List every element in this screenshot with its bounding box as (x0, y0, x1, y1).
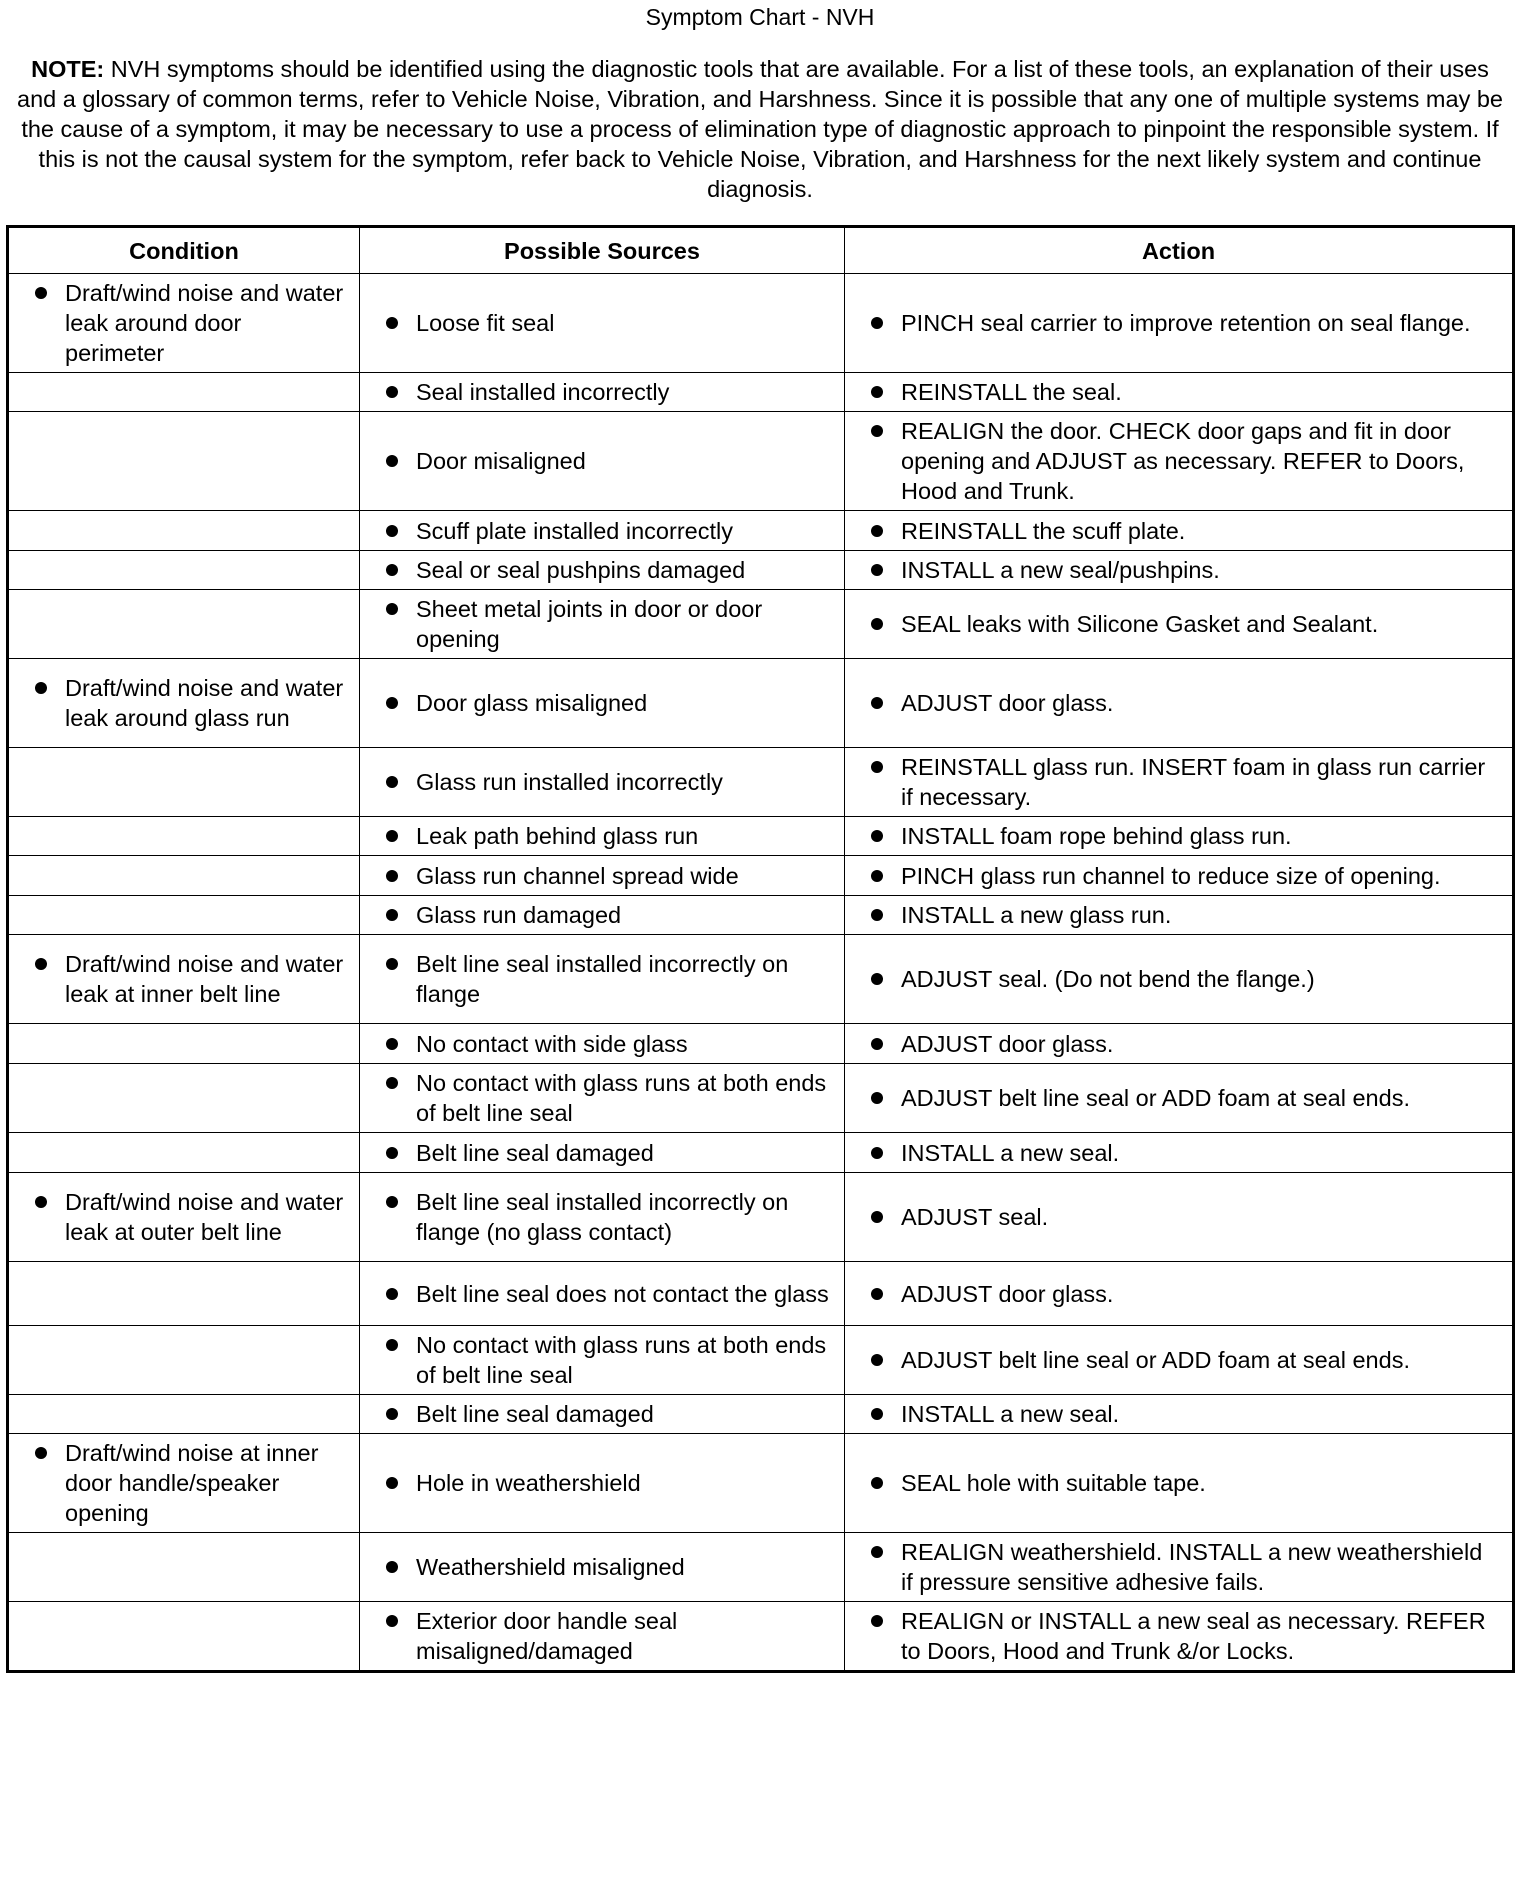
bullet-icon (871, 618, 883, 630)
bullet-icon (871, 1408, 883, 1420)
bullet-item (360, 1326, 844, 1394)
table-row (8, 935, 1514, 1024)
bullet-item (360, 1025, 844, 1063)
action-cell-text: REALIGN the door. CHECK door gaps and fit in door opening and ADJUST as necessary. REFER to Doors, Hood and Trunk. (901, 418, 1465, 504)
bullet-icon (871, 564, 883, 576)
bullet-icon (386, 1339, 398, 1351)
bullet-item (9, 945, 359, 1013)
note-paragraph (14, 54, 1506, 204)
condition-cell (8, 817, 360, 856)
action-cell-text: PINCH glass run channel to reduce size of opening. (901, 862, 1441, 889)
bullet-icon (386, 455, 398, 467)
source-cell (360, 1326, 845, 1395)
bullet-item (845, 1395, 1512, 1433)
table-row (8, 1533, 1514, 1602)
bullet-icon (35, 1196, 47, 1208)
condition-cell (8, 1262, 360, 1326)
bullet-icon (386, 830, 398, 842)
source-cell (360, 551, 845, 590)
source-cell (360, 856, 845, 896)
source-cell-text: Seal installed incorrectly (416, 379, 670, 405)
action-cell-text: ADJUST door glass. (901, 1280, 1114, 1307)
bullet-icon (386, 1196, 398, 1208)
bullet-item (9, 274, 359, 372)
source-cell (360, 590, 845, 659)
condition-cell (8, 373, 360, 412)
action-cell-text: REINSTALL glass run. INSERT foam in glass run carrier if necessary. (901, 754, 1486, 810)
source-cell-text: Belt line seal installed incorrectly on flange (no glass contact) (416, 1189, 789, 1245)
action-cell-text: PINCH seal carrier to improve retention on seal flange. (901, 310, 1471, 336)
action-cell-text: INSTALL foam rope behind glass run. (901, 823, 1292, 849)
action-cell (845, 659, 1514, 748)
action-cell (845, 1395, 1514, 1434)
source-cell-text: Glass run installed incorrectly (416, 769, 723, 795)
source-cell-text: Belt line seal damaged (416, 1139, 654, 1166)
bullet-item (360, 373, 844, 411)
bullet-icon (386, 697, 398, 709)
bullet-icon (871, 425, 883, 437)
action-cell-text: SEAL leaks with Silicone Gasket and Sealant. (901, 611, 1379, 637)
condition-cell (8, 551, 360, 590)
action-cell-text: SEAL hole with suitable tape. (901, 1470, 1206, 1496)
table-row (8, 896, 1514, 935)
bullet-icon (871, 761, 883, 773)
bullet-item (9, 669, 359, 737)
bullet-icon (871, 1147, 883, 1159)
condition-cell (8, 1326, 360, 1395)
bullet-item (845, 605, 1512, 643)
bullet-icon (871, 830, 883, 842)
condition-cell (8, 1533, 360, 1602)
source-cell-text: Glass run channel spread wide (416, 862, 739, 889)
bullet-item (845, 373, 1512, 411)
action-cell-text: REALIGN weathershield. INSTALL a new weathershield if pressure sensitive adhesive fails. (901, 1539, 1483, 1595)
source-cell-text: Door misaligned (416, 448, 586, 474)
condition-cell (8, 1024, 360, 1064)
bullet-item (360, 945, 844, 1013)
bullet-item (360, 1464, 844, 1502)
condition-cell (8, 1395, 360, 1434)
table-row (8, 856, 1514, 896)
action-cell-text: ADJUST belt line seal or ADD foam at seal ends. (901, 1347, 1410, 1373)
action-cell-text: REALIGN or INSTALL a new seal as necessary. REFER to Doors, Hood and Trunk &/or Locks. (901, 1608, 1486, 1664)
bullet-item (360, 512, 844, 550)
bullet-icon (35, 958, 47, 970)
bullet-icon (871, 1615, 883, 1627)
source-cell (360, 1434, 845, 1533)
bullet-item (845, 412, 1512, 510)
bullet-icon (386, 525, 398, 537)
source-cell (360, 373, 845, 412)
source-cell-text: Scuff plate installed incorrectly (416, 517, 733, 544)
action-cell (845, 817, 1514, 856)
action-cell (845, 1133, 1514, 1173)
action-cell (845, 511, 1514, 551)
bullet-icon (871, 909, 883, 921)
source-cell-text: Leak path behind glass run (416, 823, 699, 849)
condition-cell (8, 935, 360, 1024)
source-cell-text: No contact with glass runs at both ends of belt line seal (416, 1070, 827, 1126)
action-cell-text: ADJUST belt line seal or ADD foam at seal ends. (901, 1085, 1410, 1111)
bullet-icon (386, 1561, 398, 1573)
bullet-icon (871, 317, 883, 329)
condition-cell (8, 274, 360, 373)
bullet-item (845, 960, 1512, 998)
table-row (8, 412, 1514, 511)
condition-cell (8, 896, 360, 935)
source-cell (360, 1133, 845, 1173)
action-cell (845, 1326, 1514, 1395)
action-cell-text: INSTALL a new seal/pushpins. (901, 557, 1220, 583)
bullet-item (360, 896, 844, 934)
table-body (8, 274, 1514, 1672)
source-cell (360, 659, 845, 748)
source-cell (360, 1064, 845, 1133)
bullet-item (845, 512, 1512, 550)
bullet-icon (871, 1288, 883, 1300)
bullet-icon (871, 525, 883, 537)
bullet-item (845, 1025, 1512, 1063)
bullet-icon (386, 1615, 398, 1627)
table-row (8, 1262, 1514, 1326)
source-cell (360, 817, 845, 856)
source-cell (360, 748, 845, 817)
source-cell-text: Belt line seal installed incorrectly on flange (416, 951, 789, 1007)
table-row (8, 659, 1514, 748)
action-cell (845, 1262, 1514, 1326)
table-row (8, 1173, 1514, 1262)
bullet-item (845, 684, 1512, 722)
action-cell-text: REINSTALL the seal. (901, 379, 1122, 405)
bullet-item (360, 857, 844, 895)
bullet-item (360, 304, 844, 342)
action-cell (845, 856, 1514, 896)
bullet-icon (871, 870, 883, 882)
source-cell (360, 1262, 845, 1326)
bullet-icon (386, 1288, 398, 1300)
bullet-item (360, 817, 844, 855)
action-cell (845, 748, 1514, 817)
action-cell (845, 274, 1514, 373)
bullet-item (845, 1134, 1512, 1172)
bullet-item (845, 1602, 1512, 1670)
action-cell (845, 412, 1514, 511)
bullet-icon (871, 386, 883, 398)
bullet-item (360, 1275, 844, 1313)
bullet-icon (386, 317, 398, 329)
source-cell-text: Sheet metal joints in door or door opening (416, 596, 763, 652)
bullet-item (360, 1548, 844, 1586)
table-row (8, 1326, 1514, 1395)
action-cell (845, 1173, 1514, 1262)
note-label: NOTE: (31, 56, 105, 82)
source-cell (360, 1533, 845, 1602)
bullet-icon (386, 1038, 398, 1050)
action-cell (845, 373, 1514, 412)
bullet-icon (386, 1077, 398, 1089)
bullet-icon (35, 682, 47, 694)
source-cell (360, 1024, 845, 1064)
action-cell-text: ADJUST door glass. (901, 690, 1114, 716)
table-row (8, 1602, 1514, 1672)
bullet-icon (386, 870, 398, 882)
bullet-item (845, 1198, 1512, 1236)
action-cell (845, 590, 1514, 659)
source-cell (360, 1395, 845, 1434)
table-row (8, 817, 1514, 856)
action-cell (845, 935, 1514, 1024)
source-cell-text: No contact with side glass (416, 1030, 688, 1057)
bullet-item (845, 551, 1512, 589)
source-cell-text: Weathershield misaligned (416, 1554, 685, 1580)
table-row (8, 373, 1514, 412)
bullet-item (360, 1134, 844, 1172)
bullet-item (845, 1464, 1512, 1502)
table-row (8, 511, 1514, 551)
source-cell-text: Seal or seal pushpins damaged (416, 557, 746, 583)
table-row (8, 274, 1514, 373)
bullet-item (360, 590, 844, 658)
header-action: Action (845, 227, 1514, 274)
bullet-icon (871, 1354, 883, 1366)
action-cell-text: INSTALL a new seal. (901, 1401, 1120, 1427)
source-cell (360, 274, 845, 373)
action-cell (845, 551, 1514, 590)
action-cell (845, 1434, 1514, 1533)
bullet-item (360, 1602, 844, 1670)
action-cell-text: ADJUST door glass. (901, 1030, 1114, 1057)
bullet-icon (386, 1477, 398, 1489)
bullet-item (845, 304, 1512, 342)
bullet-item (845, 1341, 1512, 1379)
condition-cell (8, 1133, 360, 1173)
source-cell (360, 896, 845, 935)
source-cell (360, 511, 845, 551)
bullet-icon (35, 1447, 47, 1459)
source-cell-text: Glass run damaged (416, 902, 622, 928)
bullet-item (845, 857, 1512, 895)
action-cell-text: ADJUST seal. (Do not bend the flange.) (901, 966, 1315, 992)
condition-cell-text: Draft/wind noise and water leak around glass run (65, 675, 344, 731)
bullet-icon (871, 1477, 883, 1489)
bullet-item (9, 1183, 359, 1251)
table-row (8, 1133, 1514, 1173)
bullet-item (360, 551, 844, 589)
bullet-icon (386, 386, 398, 398)
action-cell (845, 1533, 1514, 1602)
source-cell-text: Hole in weathershield (416, 1470, 641, 1496)
bullet-icon (871, 1211, 883, 1223)
condition-cell (8, 1173, 360, 1262)
bullet-icon (871, 1038, 883, 1050)
table-header-row (8, 227, 1514, 274)
bullet-item (360, 763, 844, 801)
table-row (8, 1434, 1514, 1533)
condition-cell-text: Draft/wind noise and water leak around door perimeter (65, 280, 344, 366)
action-cell-text: INSTALL a new seal. (901, 1139, 1120, 1166)
source-cell-text: No contact with glass runs at both ends of belt line seal (416, 1332, 827, 1388)
bullet-icon (386, 958, 398, 970)
action-cell-text: REINSTALL the scuff plate. (901, 517, 1186, 544)
bullet-item (845, 896, 1512, 934)
bullet-icon (386, 603, 398, 615)
action-cell (845, 1024, 1514, 1064)
bullet-item (845, 1533, 1512, 1601)
bullet-item (845, 1079, 1512, 1117)
note-text: NVH symptoms should be identified using the diagnostic tools that are available. For a list of these tools, an explanation of their uses and a glossary of common terms, refer to Vehicle Noise, Vibration, and Harshness. Since it is possible that any one of multiple systems may be the cause of a symptom, it may be necessary to use a process of elimination type of diagnostic approach to pinpoint the responsible system. If this is not the causal system for the symptom, refer back to Vehicle Noise, Vibration, and Harshness for the next likely system and continue diagnosis. (17, 56, 1503, 202)
action-cell (845, 896, 1514, 935)
table-row (8, 590, 1514, 659)
bullet-icon (386, 776, 398, 788)
action-cell (845, 1064, 1514, 1133)
table-row (8, 1024, 1514, 1064)
source-cell-text: Loose fit seal (416, 310, 555, 336)
condition-cell (8, 412, 360, 511)
symptom-chart-table (6, 225, 1515, 1673)
bullet-item (360, 1064, 844, 1132)
table-row (8, 748, 1514, 817)
bullet-icon (386, 909, 398, 921)
source-cell-text: Belt line seal damaged (416, 1401, 654, 1427)
condition-cell (8, 511, 360, 551)
bullet-item (845, 1275, 1512, 1313)
action-cell-text: INSTALL a new glass run. (901, 902, 1172, 928)
condition-cell-text: Draft/wind noise and water leak at inner belt line (65, 951, 344, 1007)
bullet-item (845, 748, 1512, 816)
source-cell (360, 1173, 845, 1262)
bullet-icon (386, 1408, 398, 1420)
bullet-item (360, 1395, 844, 1433)
bullet-icon (386, 564, 398, 576)
condition-cell (8, 1064, 360, 1133)
bullet-icon (871, 1546, 883, 1558)
bullet-item (845, 817, 1512, 855)
header-condition: Condition (8, 227, 360, 274)
bullet-item (360, 684, 844, 722)
bullet-icon (35, 287, 47, 299)
condition-cell (8, 1602, 360, 1672)
bullet-item (360, 442, 844, 480)
source-cell (360, 935, 845, 1024)
header-possible-sources: Possible Sources (360, 227, 845, 274)
condition-cell (8, 590, 360, 659)
condition-cell (8, 748, 360, 817)
condition-cell (8, 659, 360, 748)
condition-cell-text: Draft/wind noise and water leak at outer belt line (65, 1189, 344, 1245)
table-row (8, 551, 1514, 590)
action-cell-text: ADJUST seal. (901, 1204, 1049, 1230)
bullet-item (360, 1183, 844, 1251)
action-cell (845, 1602, 1514, 1672)
source-cell-text: Belt line seal does not contact the glass (416, 1280, 829, 1307)
bullet-icon (871, 1092, 883, 1104)
source-cell-text: Exterior door handle seal misaligned/damaged (416, 1608, 678, 1664)
condition-cell (8, 1434, 360, 1533)
bullet-icon (386, 1147, 398, 1159)
condition-cell-text: Draft/wind noise at inner door handle/speaker opening (65, 1440, 319, 1526)
source-cell (360, 1602, 845, 1672)
page-title: Symptom Chart - NVH (645, 4, 875, 30)
bullet-item (9, 1434, 359, 1532)
source-cell-text: Door glass misaligned (416, 690, 648, 716)
bullet-icon (871, 697, 883, 709)
source-cell (360, 412, 845, 511)
table-row (8, 1395, 1514, 1434)
condition-cell (8, 856, 360, 896)
table-row (8, 1064, 1514, 1133)
bullet-icon (871, 973, 883, 985)
